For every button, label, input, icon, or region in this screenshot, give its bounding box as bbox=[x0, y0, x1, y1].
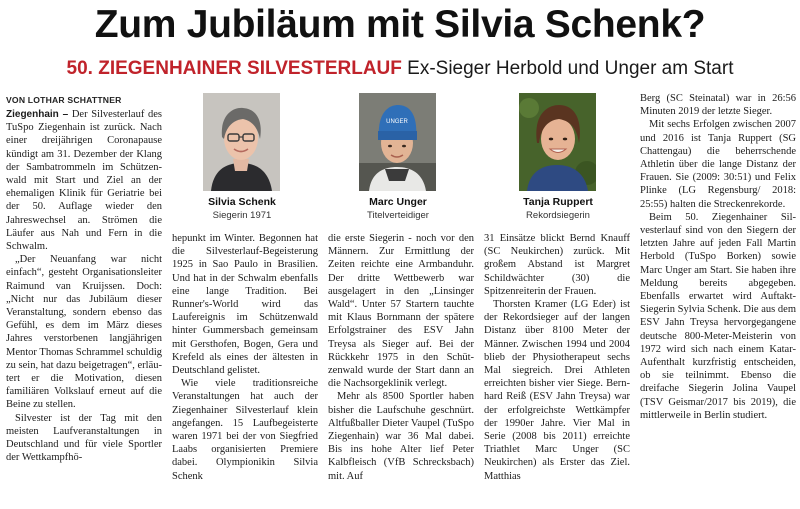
paragraph: Wie viele traditionsreiche Veranstaltungen hat auch der Ziegenhainer Silvesterlauf klein angefangen. 15 Laufbegeisterte waren 1971 bei der von Siegfried Laabs organisierten Premiere dabei. Olympionikin Silvia Schenk bbox=[172, 378, 318, 482]
caption-name: Marc Unger bbox=[369, 196, 427, 208]
dateline: Ziegenhain – bbox=[6, 109, 69, 120]
article-column-1 bbox=[6, 108, 162, 508]
caption-role: Titelverteidiger bbox=[367, 210, 429, 221]
subhead-kicker: 50. ZIEGENHAINER SILVESTERLAUF bbox=[66, 58, 402, 79]
subhead-text: Ex-Sieger Herbold und Unger am Start bbox=[401, 58, 734, 79]
byline: VON LOTHAR SCHATTNER bbox=[6, 95, 122, 105]
portrait-image bbox=[359, 93, 436, 191]
portrait-image bbox=[519, 93, 596, 191]
paragraph: Silvester ist der Tag mit den meisten Laufveranstaltungen in Deutschland und für viele Sportler der Wettkampfhö- bbox=[6, 412, 162, 464]
photo-caption-1 bbox=[177, 196, 307, 222]
caption-role: Siegerin 1971 bbox=[212, 210, 272, 221]
photo-caption-3 bbox=[493, 196, 623, 222]
paragraph-text: Der Silvesterlauf des TuSpo Ziegenhain ist zurück. Nach einer dreijährigen Coronapause kündigt am 31. Dezember der Klang der Sambatrommeln im Schützenwald mit Start und Ziel an der ehemaligen Klinik für Geriatrie bei der 50. Auflage wieder den Jahreswechsel an. Strömen die Läufer aus Nah und Fern in die Schwalm. bbox=[6, 109, 162, 253]
article-column-2 bbox=[172, 232, 318, 508]
subheadline bbox=[0, 57, 800, 81]
photo-tanja-ruppert bbox=[519, 93, 596, 191]
paragraph: Berg (SC Steinatal) war in 26:56 Minuten 2019 der letzte Sieger. bbox=[640, 93, 796, 118]
paragraph bbox=[6, 108, 162, 253]
caption-name: Tanja Ruppert bbox=[523, 196, 593, 208]
headline: Zum Jubiläum mit Silvia Schenk? bbox=[94, 3, 706, 46]
paragraph: „Der Neuanfang war nicht einfach“, gesteht Organisationsleiter Raimund van Kruijssen. Doch: „Nicht nur das Jubiläum dieser Veranstaltung, sondern ebenso das Gefühl, es dem im März dieses Jahres verstorbenen langjährigen Mentor Thomas Schrammel schuldig zu sein, hat dazu beigetragen“, erläutert er die Motivation, diesen familiären Volkslauf erneut auf die Beine zu stellen. bbox=[6, 254, 162, 411]
paragraph: hepunkt im Winter. Begonnen hat die Silvesterlauf-Begeisterung 1925 in Sao Paulo in Brasilien. Und hat in der Schwalm ebenfalls eine lange Tradition. Bei Runner's-World wird das Laufereignis im Schützenwald hinter Gummersbach gemeinsam mit Gersthofen, Bogen, Gera und Krefeld als eines der ältesten in Deutschland gelistet. bbox=[172, 233, 318, 377]
photo-marc-unger bbox=[359, 93, 436, 191]
photo-caption-2 bbox=[333, 196, 463, 222]
article-column-5 bbox=[640, 92, 796, 508]
paragraph: Thorsten Kramer (LG Eder) ist der Rekordsieger auf der langen Distanz über 8100 Meter der Männer. Zwischen 1994 und 2004 blieb der Physiotherapeut sechs Mal siegreich. Drei Athleten erreichten bisher vier Siege. Bernhard Reiß (ESV Jahn Treysa) war der erfolgreichste Wettkämpfer der 1990er Jahre. Vier Mal in Serie (2008 bis 2011) erreichte Triathlet Marc Unger (SC Neukirchen) als Erster das Ziel. Matthias bbox=[484, 299, 630, 482]
article-column-4 bbox=[484, 232, 630, 508]
paragraph: Mehr als 8500 Sportler haben bisher die Laufschuhe geschnürt. Altfußballer Dieter Vaupel (TuSpo Ziegenhain) war 36 Mal dabei. Bis ins hohe Alter lief Peter Kalbfleisch (VfB Schrecksbach) mit. Auf bbox=[328, 391, 474, 482]
article-column-3 bbox=[328, 232, 474, 508]
portrait-image bbox=[203, 93, 280, 191]
caption-name: Silvia Schenk bbox=[208, 196, 276, 208]
paragraph: 31 Einsätze blickt Bernd Knauff (SC Neukirchen) zurück. Mit großem Abstand ist Margret Schildwächter (30) die Spitzenreiterin der Frauen. bbox=[484, 233, 630, 297]
paragraph: die erste Siegerin - noch vor den Männern. Zur Ermittlung der Zeiten reichte eine Armbanduhr. Der dritte Wettbewerb war ausgelagert in den „Linsinger Wald“. Unter 57 Startern tauchte mit Klaus Bornmann der spätere Erfolgstrainer des ESV Jahn Treysa als Sieger auf. Bei der Rückkehr 1975 in den Schützenwald wurde der Start dann an die Nachsorgeklinik verlegt. bbox=[328, 233, 474, 390]
paragraph: Beim 50. Ziegenhainer Silvesterlauf sind von den Siegern der letzten Jahre auf jeden Fall Martin Herbold (TuSpo Borken) sowie Marc Unger am Start. Sie haben ihre Meldung bereits abgegeben. Ebenfalls erwartet wird Auftakt-Siegerin Sylvia Schenk. Die aus dem ESV Jahn Treysa hervorgegangene deutsche 800-Meter-Meisterin von 1972 wird sich nach einem Katar-Aufenthalt kurzfristig entscheiden, ob sie teilnimmt. Ebenso die dreifache Siegerin Jolina Vaupel (TSV Geismar/2017 bis 2019), die mittlerweile in Berlin studiert. bbox=[640, 211, 796, 421]
photo-silvia-schenk bbox=[203, 93, 280, 191]
paragraph: Mit sechs Erfolgen zwischen 2007 und 2016 ist Tanja Ruppert (SG Chattengau) die beherrschende Athletin über die lange Distanz der Frauen. Sie (2009: 30:51) und Felix Plinke (LG Regensburg/ 2018: 25:55) halten die Streckenrekorde. bbox=[640, 119, 796, 210]
caption-role: Rekordsiegerin bbox=[526, 210, 590, 221]
svg-text:UNGER: UNGER bbox=[386, 119, 408, 125]
